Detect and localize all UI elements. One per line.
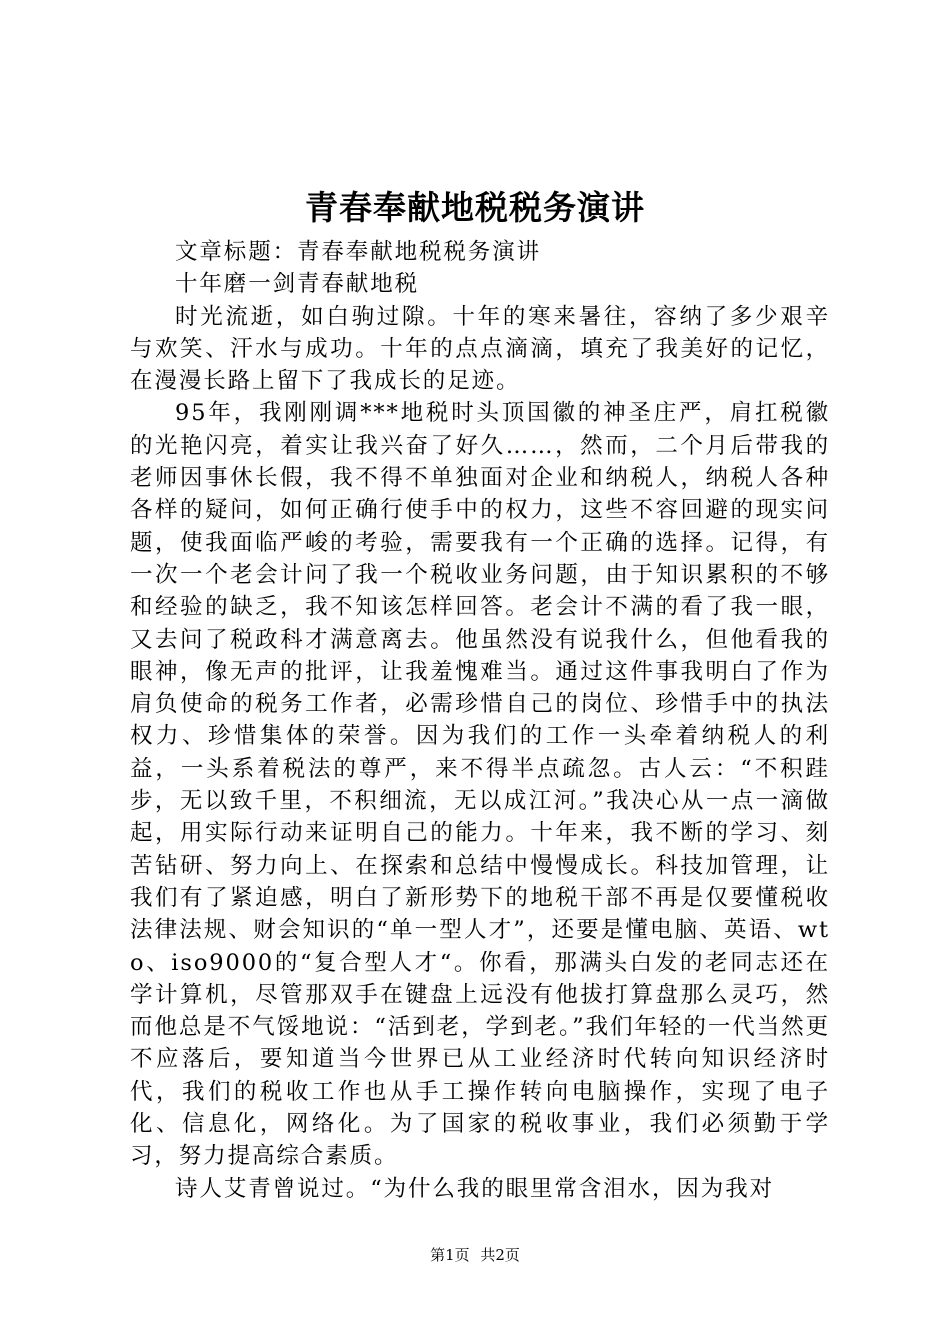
document-title: 青春奉献地税税务演讲 [305, 188, 645, 227]
body-paragraph: 95年，我刚刚调***地税时头顶国徽的神圣庄严，肩扛税徽的光艳闪亮，着实让我兴奋了好久……，然而，二个月后带我的老师因事休长假，我不得不单独面对企业和纳税人，纳税人各种各样的疑问，如何正确行使手中的权力，这些不容回避的现实问题，使我面临严峻的考验，需要我有一个正确的选择。记得，有一次一个老会计问了我一个税收业务问题，由于知识累积的不够和经验的缺乏，我不知该怎样回答。老会计不满的看了我一眼，又去问了税政科才满意离去。他虽然没有说我什么，但他看我的眼神，像无声的批评，让我羞愧难当。通过这件事我明白了作为肩负使命的税务工作者，必需珍惜自己的岗位、珍惜手中的执法权力、珍惜集体的荣誉。因为我们的工作一头牵着纳税人的利益，一头系着税法的尊严，来不得半点疏忽。古人云：“不积跬步，无以致千里，不积细流，无以成江河。”我决心从一点一滴做起，用实际行动来证明自己的能力。十年来，我不断的学习、刻苦钻研、努力向上、在探索和总结中慢慢成长。科技加管理，让我们有了紧迫感，明白了新形势下的地税干部不再是仅要懂税收法律法规、财会知识的“单一型人才”，还要是懂电脑、英语、wto、iso9000的“复合型人才“。你看，那满头白发的老同志还在学计算机，尽管那双手在键盘上远没有他拔打算盘那么灵巧，然而他总是不气馁地说：“活到老，学到老。”我们年轻的一代当然更不应落后，要知道当今世界已从工业经济时代转向知识经济时代，我们的税收工作也从手工操作转向电脑操作，实现了电子化、信息化，网络化。为了国家的税收事业，我们必须勤于学习，努力提高综合素质。 [130, 400, 830, 1170]
body-paragraph: 时光流逝，如白驹过隙。十年的寒来暑往，容纳了多少艰辛与欢笑、汗水与成功。十年的点点滴滴，填充了我美好的记忆，在漫漫长路上留下了我成长的足迹。 [130, 303, 830, 395]
document-body [130, 236, 830, 1205]
page-footer [0, 1245, 950, 1265]
body-paragraph: 诗人艾青曾说过。“为什么我的眼里常含泪水，因为我对 [175, 1175, 775, 1202]
subtitle-line: 十年磨一剑青春献地税 [175, 271, 420, 298]
page-number: 第1页 [430, 1246, 470, 1264]
page-total: 共2页 [480, 1246, 520, 1264]
article-title-line: 文章标题：青春奉献地税税务演讲 [175, 239, 542, 265]
